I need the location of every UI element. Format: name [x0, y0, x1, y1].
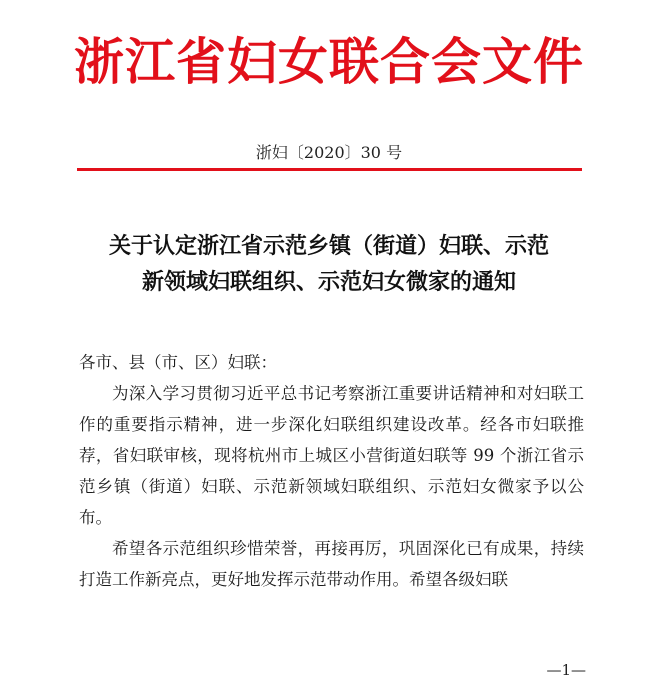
issuer-header-title: 浙江省妇女联合会文件	[74, 32, 584, 91]
body-paragraph-1: 为深入学习贯彻习近平总书记考察浙江重要讲话精神和对妇联工作的重要指示精神，进一步深化妇联组织建设改革。经各市妇联推荐，省妇联审核，现将杭州市上城区小营街道妇联等 99 个浙江省示范乡镇（街道）妇联、示范新领域妇联组织、示范妇女微家予以公布。	[79, 384, 584, 527]
body-paragraph-2: 希望各示范组织珍惜荣誉，再接再厉，巩固深化已有成果，持续打造工作新亮点，更好地发挥示范带动作用。希望各级妇联	[79, 539, 584, 589]
notice-title	[70, 228, 588, 300]
notice-title-line-2: 新领域妇联组织、示范妇女微家的通知	[141, 269, 516, 295]
red-divider-line	[77, 168, 582, 171]
page-number: —1—	[546, 661, 586, 679]
notice-body	[79, 347, 584, 595]
document-number: 浙妇〔2020〕30 号	[255, 143, 403, 162]
salutation: 各市、县（市、区）妇联：	[79, 353, 277, 372]
notice-title-line-1: 关于认定浙江省示范乡镇（街道）妇联、示范	[108, 233, 549, 259]
